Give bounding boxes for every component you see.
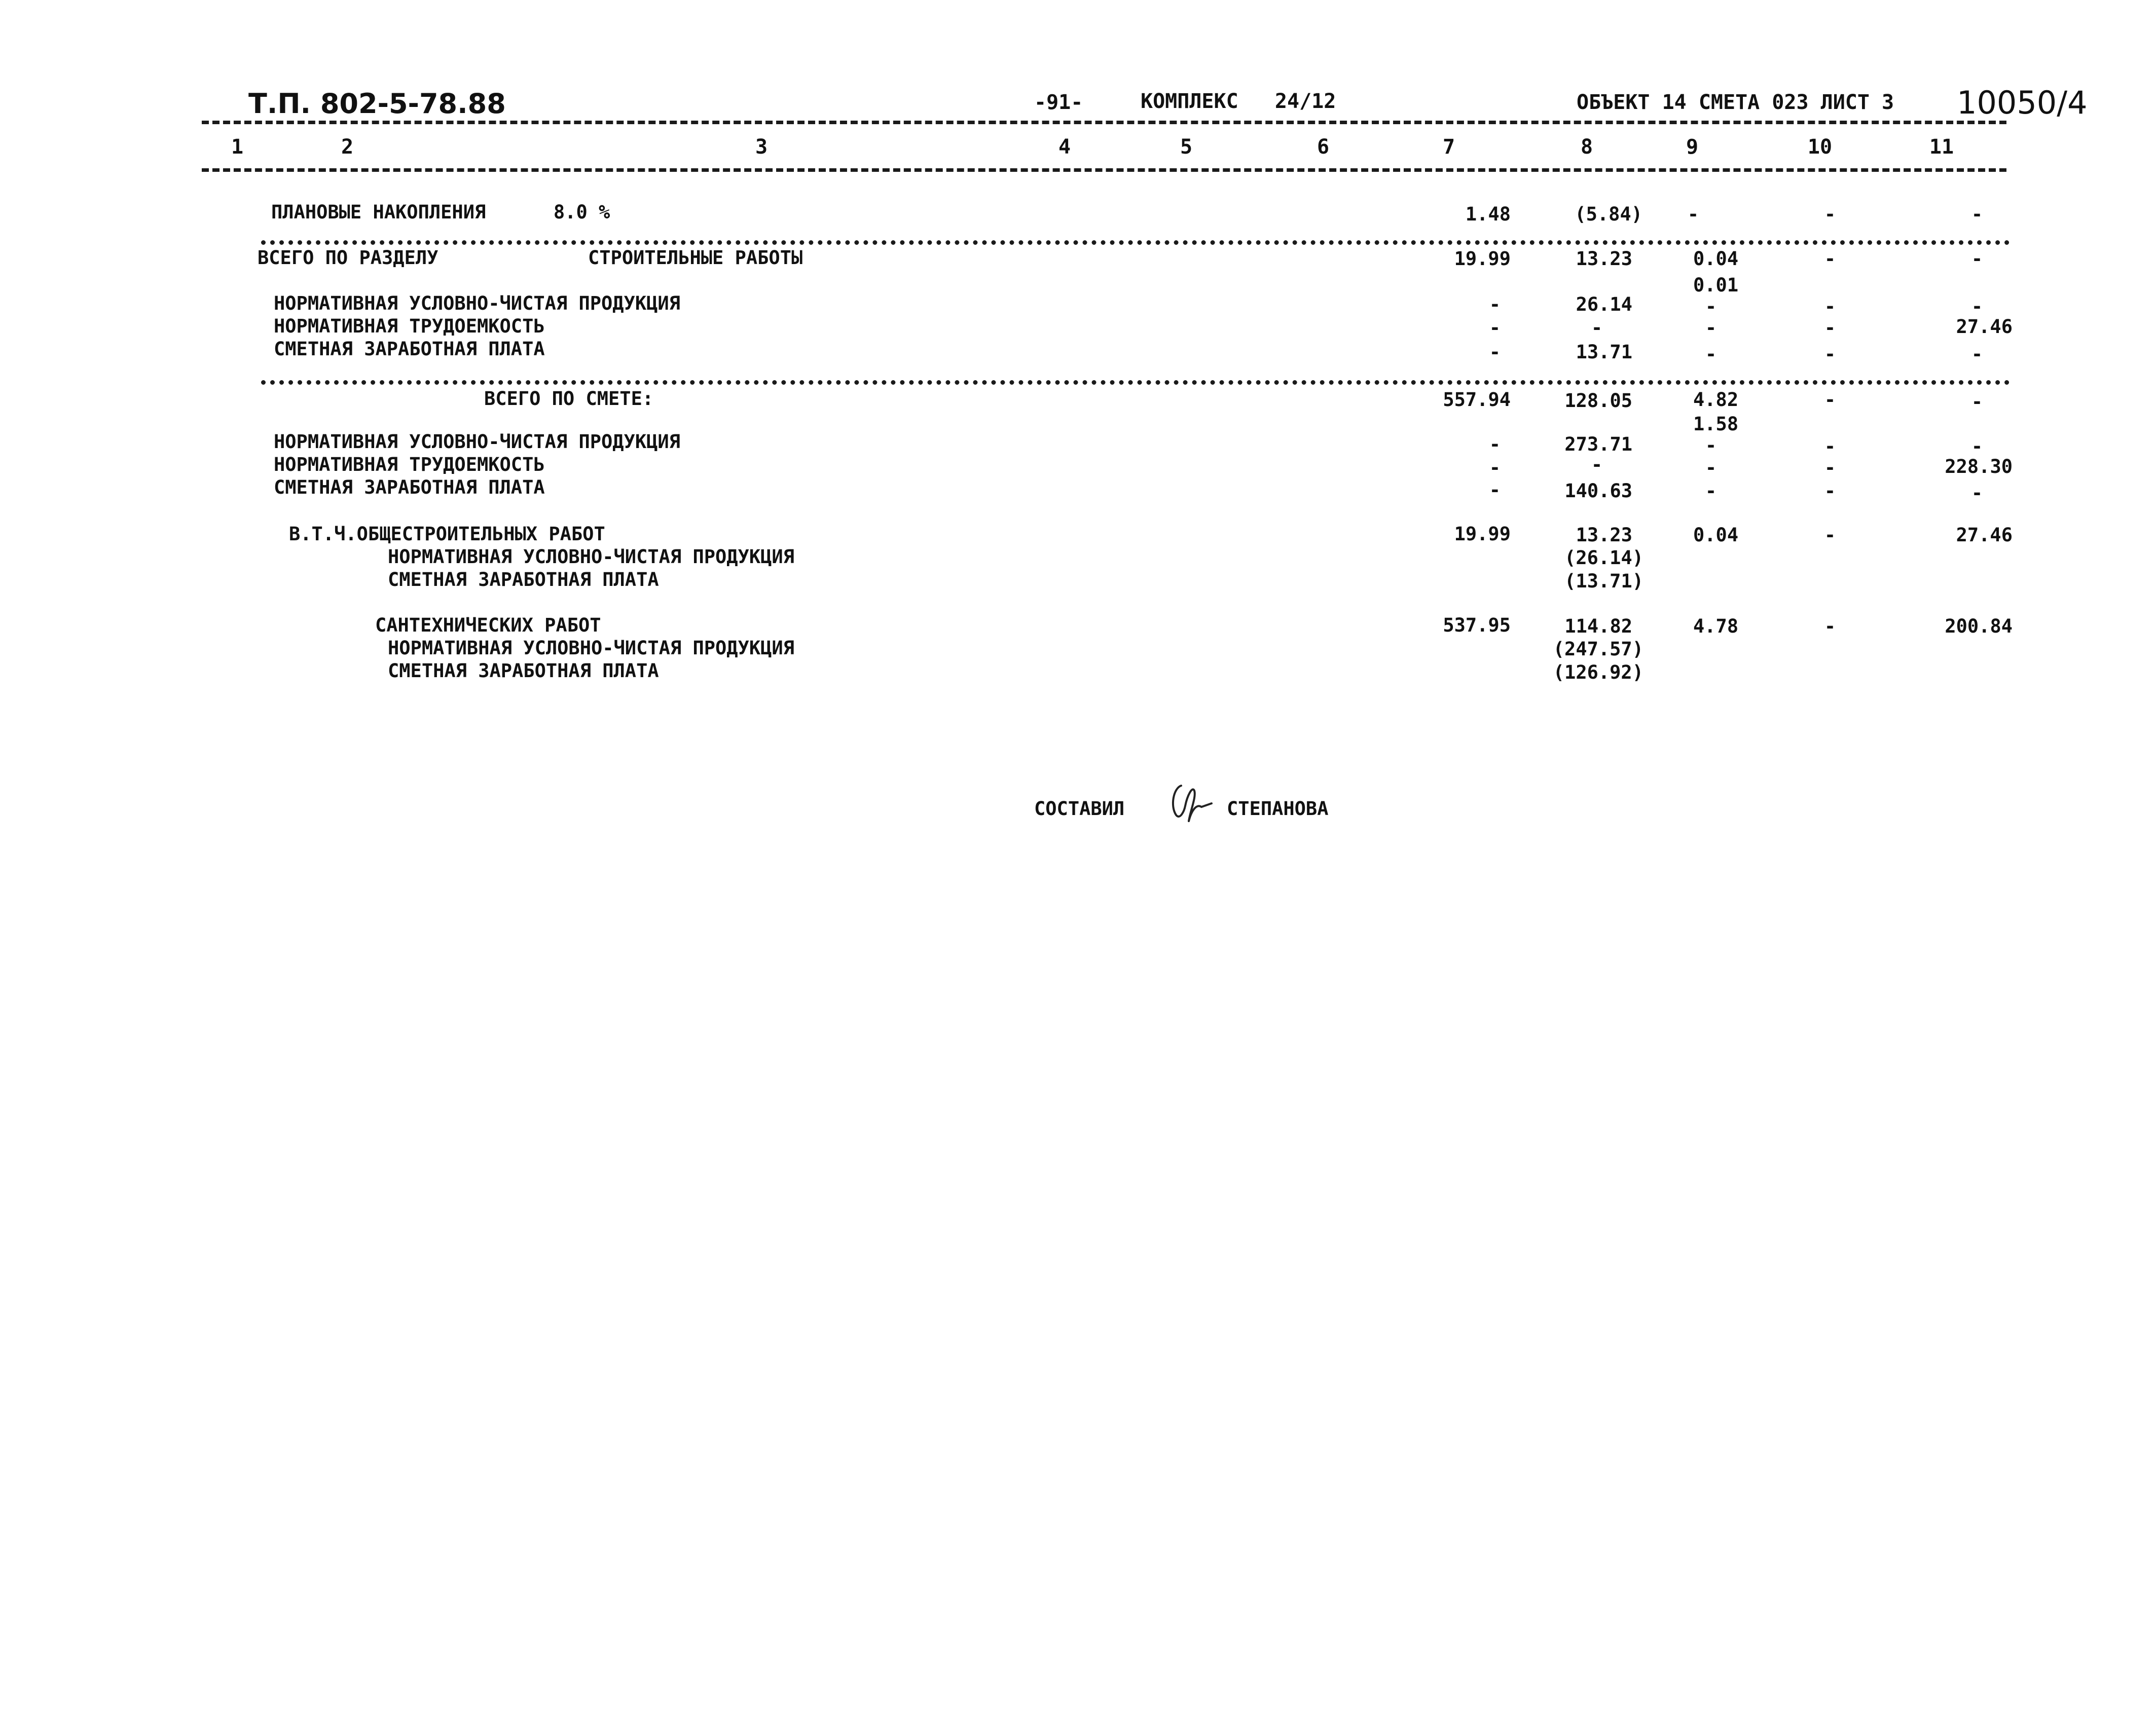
cell-col11: 27.46 xyxy=(1956,316,2013,338)
cell-col11: - xyxy=(1971,343,1983,365)
cell-col7: - xyxy=(1489,479,1501,501)
row-label: НОРМАТИВНАЯ УСЛОВНО-ЧИСТАЯ ПРОДУКЦИЯ xyxy=(274,292,680,314)
row-label: НОРМАТИВНАЯ УСЛОВНО-ЧИСТАЯ ПРОДУКЦИЯ xyxy=(274,431,680,453)
cell-col11: - xyxy=(1971,435,1983,457)
cell-col11: - xyxy=(1971,203,1983,225)
cell-col10: - xyxy=(1824,435,1836,457)
header-rule-top xyxy=(202,121,2006,124)
cell-col7: - xyxy=(1489,341,1501,363)
cell-col7: - xyxy=(1489,293,1501,315)
column-number: 10 xyxy=(1807,135,1833,159)
cell-col7: - xyxy=(1489,433,1501,455)
cell-col9: - xyxy=(1705,457,1717,478)
page-number: -91- xyxy=(1034,91,1083,114)
complex-label: КОМПЛЕКС 24/12 xyxy=(1141,90,1336,113)
cell-col8: (247.57) xyxy=(1553,638,1643,660)
cell-col8: 273.71 xyxy=(1564,433,1632,455)
cell-col8: (126.92) xyxy=(1553,661,1643,683)
cell-col8: 114.82 xyxy=(1564,615,1632,637)
compiled-by-label: СОСТАВИЛ xyxy=(1034,798,1125,820)
cell-col11: - xyxy=(1971,248,1983,270)
object-estimate-sheet: ОБЪЕКТ 14 СМЕТА 023 ЛИСТ 3 xyxy=(1577,91,1894,114)
cell-col9: - xyxy=(1687,203,1699,225)
column-number: 9 xyxy=(1686,135,1699,159)
dotted-separator xyxy=(261,380,2010,385)
cell-col10: - xyxy=(1824,457,1836,478)
column-number: 11 xyxy=(1929,135,1954,159)
cell-col7: 19.99 xyxy=(1454,523,1511,545)
cell-col7: 557.94 xyxy=(1443,389,1511,411)
cell-col8: 140.63 xyxy=(1564,480,1632,502)
cell-col9: - xyxy=(1705,434,1717,456)
stamp-number: 10050/4 xyxy=(1957,84,2088,121)
row-label: НОРМАТИВНАЯ УСЛОВНО-ЧИСТАЯ ПРОДУКЦИЯ xyxy=(388,637,794,659)
row-label: СМЕТНАЯ ЗАРАБОТНАЯ ПЛАТА xyxy=(388,660,659,682)
signature xyxy=(1161,775,1217,826)
column-number: 8 xyxy=(1580,135,1593,159)
cell-col9: 4.78 xyxy=(1693,615,1739,637)
cell-col7: 19.99 xyxy=(1454,248,1511,270)
cell-col8: (13.71) xyxy=(1564,570,1643,592)
cell-col9: - xyxy=(1705,480,1717,502)
cell-col8: - xyxy=(1591,317,1603,339)
cell-col8: (26.14) xyxy=(1564,547,1643,569)
cell-col7: - xyxy=(1489,317,1501,339)
cell-col11: - xyxy=(1971,482,1983,504)
row-label: САНТЕХНИЧЕСКИХ РАБОТ xyxy=(375,614,601,636)
cell-col9-second: 1.58 xyxy=(1693,413,1739,435)
cell-col9: 0.04 xyxy=(1693,524,1739,546)
column-number: 4 xyxy=(1058,135,1071,159)
cell-col9-second: 0.01 xyxy=(1693,274,1739,296)
column-number: 2 xyxy=(341,135,354,159)
row-label: ВСЕГО ПО РАЗДЕЛУ xyxy=(258,247,438,269)
cell-col7: 1.48 xyxy=(1465,203,1511,225)
cell-col10: - xyxy=(1824,343,1836,365)
cell-col7: - xyxy=(1489,457,1501,478)
column-number: 3 xyxy=(755,135,768,159)
row-label: НОРМАТИВНАЯ ТРУДОЕМКОСТЬ xyxy=(274,454,545,475)
row-label: НОРМАТИВНАЯ УСЛОВНО-ЧИСТАЯ ПРОДУКЦИЯ xyxy=(388,546,794,568)
cell-col10: - xyxy=(1824,524,1836,546)
cell-col10: - xyxy=(1824,389,1836,411)
cell-col8: 26.14 xyxy=(1576,293,1632,315)
cell-col11: 27.46 xyxy=(1956,524,2013,546)
dotted-separator xyxy=(261,240,2010,245)
cell-col10: - xyxy=(1824,615,1836,637)
cell-col9: - xyxy=(1705,343,1717,365)
row-label: СМЕТНАЯ ЗАРАБОТНАЯ ПЛАТА xyxy=(274,476,545,498)
cell-col7: 537.95 xyxy=(1443,614,1511,636)
cell-col9: - xyxy=(1705,317,1717,339)
cell-col8: - xyxy=(1591,454,1603,475)
header-rule-bottom xyxy=(202,168,2006,172)
compiler-name: СТЕПАНОВА xyxy=(1227,798,1329,820)
column-number: 7 xyxy=(1442,135,1455,159)
cell-col10: - xyxy=(1824,203,1836,225)
cell-col8: 13.23 xyxy=(1576,524,1632,546)
cell-col11: 200.84 xyxy=(1945,615,2013,637)
row-label: НОРМАТИВНАЯ ТРУДОЕМКОСТЬ xyxy=(274,315,545,337)
cell-col8: (5.84) xyxy=(1575,203,1642,225)
cell-col10: - xyxy=(1824,480,1836,502)
cell-col8: 13.71 xyxy=(1576,341,1632,363)
cell-col10: - xyxy=(1824,296,1836,317)
project-code: Т.П. 802-5-78.88 xyxy=(248,88,506,120)
cell-col11: - xyxy=(1971,296,1983,317)
cell-col9: - xyxy=(1705,296,1717,317)
cell-col8: 13.23 xyxy=(1576,248,1632,270)
cell-col11: - xyxy=(1971,391,1983,413)
cell-col10: - xyxy=(1824,317,1836,339)
row-label: В.Т.Ч.ОБЩЕСТРОИТЕЛЬНЫХ РАБОТ xyxy=(289,523,605,545)
row-label: СМЕТНАЯ ЗАРАБОТНАЯ ПЛАТА xyxy=(388,569,659,590)
cell-col9: 0.04 xyxy=(1693,248,1739,270)
cell-col11: 228.30 xyxy=(1945,456,2013,477)
section-name: СТРОИТЕЛЬНЫЕ РАБОТЫ xyxy=(588,247,803,269)
cell-col8: 128.05 xyxy=(1564,390,1632,412)
row-label: СМЕТНАЯ ЗАРАБОТНАЯ ПЛАТА xyxy=(274,338,545,360)
column-number: 5 xyxy=(1180,135,1193,159)
column-number: 6 xyxy=(1317,135,1330,159)
column-number: 1 xyxy=(231,135,244,159)
row-label: ПЛАНОВЫЕ НАКОПЛЕНИЯ 8.0 % xyxy=(271,201,610,223)
row-label: ВСЕГО ПО СМЕТЕ: xyxy=(484,388,654,410)
cell-col9: 4.82 xyxy=(1693,389,1739,411)
cell-col10: - xyxy=(1824,248,1836,270)
